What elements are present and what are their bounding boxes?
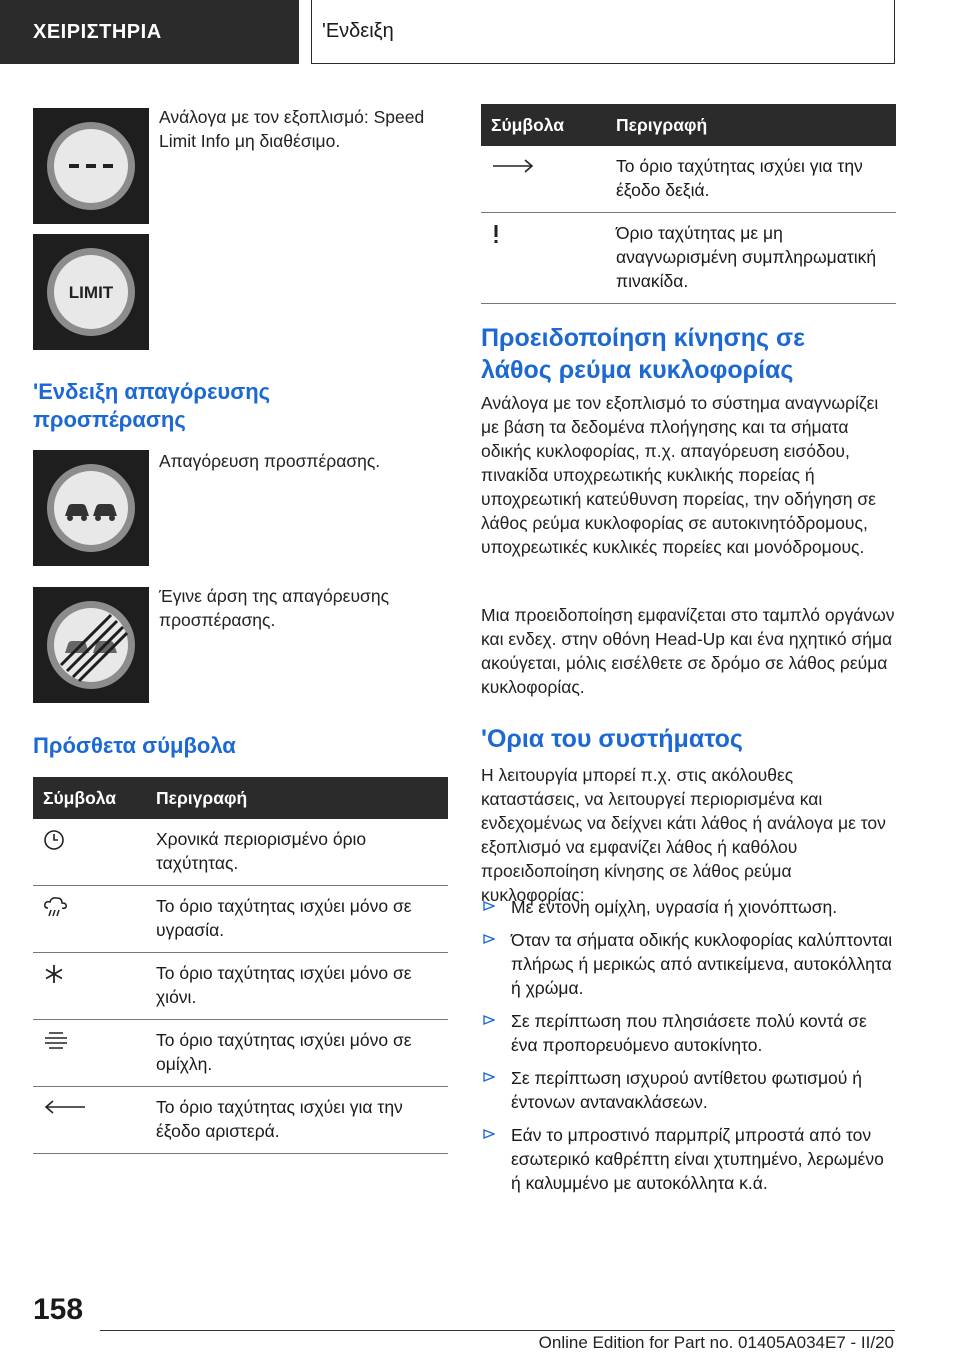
overtake-end-text: Έγινε άρση της απαγόρευσης προσπέρασης. [159,586,390,630]
symbols-table-right [481,104,896,304]
triangle-bullet-icon [483,933,495,945]
col-symbols: Σύμβολα [33,777,146,819]
speed-info-text: Ανάλογα με τον εξοπλισμό: Speed Limit Info μη διαθέσιμο. [159,107,425,151]
wrongway-paragraph-1: Ανάλογα με τον εξοπλισμό το σύστημα αναγνωρίζει με βάση τα δεδομένα πλοήγησης και τα σήματα οδικής κυκλοφορίας, π.χ. απαγόρευση εισόδου, πινακίδα υποχρεωτικής κυκλικής πορείας ή υποχρεωτική κατεύθυνση πορείας, την οδήγηση σε λάθος ρεύμα κυκλοφορίας σε αυτοκινητόδρομους, υποχρεωτικές κυκλικές πορείες και μονόδρομους. [481,393,879,557]
rain-icon [43,896,69,918]
list-item: Όταν τα σήματα οδικής κυκλοφορίας καλύπτονται πλήρως ή μερικώς από αντικείμενα, αυτοκόλλητα ή χρώμα. [481,928,896,1000]
extra-symbols-heading: Πρόσθετα σύμβολα [33,733,236,758]
exclamation-icon [491,223,501,245]
col-description: Περιγραφή [606,104,896,146]
overtake-heading: 'Ενδειξη απαγόρευσης προσπέρασης [33,379,271,432]
table-row [481,213,896,304]
section-tab [311,0,895,64]
dashes-sign-icon [41,116,141,216]
clock-icon [43,829,65,851]
no-overtaking-sign [33,450,149,566]
limits-heading: 'Ορια του συστήματος [481,725,743,753]
limit-sign-label: LIMIT [68,283,114,302]
table-row [33,886,448,953]
list-item: Σε περίπτωση ισχυρού αντίθετου φωτισμού ή έντονων αντανακλάσεων. [481,1066,896,1114]
row-description: Το όριο ταχύτητας ισχύει μόνο σε χιόνι. [146,953,448,1020]
row-description: Χρονικά περιορισμένο όριο ταχύτητας. [146,819,448,886]
list-item: Εάν το μπροστινό παρμπρίζ μπροστά από τον εσωτερικό καθρέπτη είναι χτυπημένο, λερωμένο ή καλυμμένο με αυτοκόλλητα κ.ά. [481,1123,896,1195]
triangle-bullet-icon [483,1014,495,1026]
end-no-overtaking-icon [41,595,141,695]
end-no-overtaking-sign [33,587,149,703]
chapter-tab [0,0,299,64]
footer-divider [100,1330,895,1331]
section-title: 'Ενδειξη [322,20,394,42]
chapter-title: ΧΕΙΡΙΣΤΗΡΙΑ [33,20,162,43]
triangle-bullet-icon [483,900,495,912]
row-description: Το όριο ταχύτητας ισχύει μόνο σε ομίχλη. [146,1020,448,1087]
arrow-left-icon [43,1099,87,1115]
row-description: Όριο ταχύτητας με μη αναγνωρισμένη συμπληρωματική πινακίδα. [606,213,896,304]
speed-limit-unavailable-sign [33,108,149,224]
triangle-bullet-icon [483,1071,495,1083]
table-row [33,1087,448,1154]
limit-sign-icon [41,242,141,342]
row-description: Το όριο ταχύτητας ισχύει για την έξοδο δεξιά. [606,146,896,213]
row-description: Το όριο ταχύτητας ισχύει μόνο σε υγρασία. [146,886,448,953]
col-description: Περιγραφή [146,777,448,819]
triangle-bullet-icon [483,1128,495,1140]
symbols-table-left [33,777,448,1154]
list-item: Με έντονη ομίχλη, υγρασία ή χιονόπτωση. [481,895,896,919]
no-overtaking-icon [41,458,141,558]
table-row [33,819,448,886]
snowflake-icon [43,963,65,985]
wrongway-heading: Προειδοποίηση κίνησης σε λάθος ρεύμα κυκλοφορίας [481,324,805,384]
col-symbols: Σύμβολα [481,104,606,146]
arrow-right-icon [491,158,535,174]
limit-sign [33,234,149,350]
overtake-text: Απαγόρευση προσπέρασης. [159,451,381,471]
limits-intro: Η λειτουργία μπορεί π.χ. στις ακόλουθες καταστάσεις, να λειτουργεί περιορισμένα και ενδεχομένως να δείχνει κάτι λάθος ή ανάλογα με τον εξοπλισμό να εμφανίζει λάθος ή καθόλου προειδοποίηση κίνησης σε λάθος ρεύμα κυκλοφορίας: [481,765,886,905]
table-row [481,146,896,213]
edition-footer: Online Edition for Part no. 01405A034E7 - II/20 [538,1333,894,1352]
limits-list [481,895,896,1204]
page-number: 158 [33,1293,84,1326]
table-row [33,1020,448,1087]
table-row [33,953,448,1020]
fog-icon [43,1030,69,1052]
row-description: Το όριο ταχύτητας ισχύει για την έξοδο αριστερά. [146,1087,448,1154]
list-item: Σε περίπτωση που πλησιάσετε πολύ κοντά σε ένα προπορευόμενο αυτοκίνητο. [481,1009,896,1057]
wrongway-paragraph-2: Μια προειδοποίηση εμφανίζεται στο ταμπλό οργάνων και ενδεχ. στην οθόνη Head-Up και ένα ηχητικό σήμα ακούγεται, μόλις εισέλθετε σε δρόμο σε λάθος ρεύμα κυκλοφορίας. [481,605,895,697]
